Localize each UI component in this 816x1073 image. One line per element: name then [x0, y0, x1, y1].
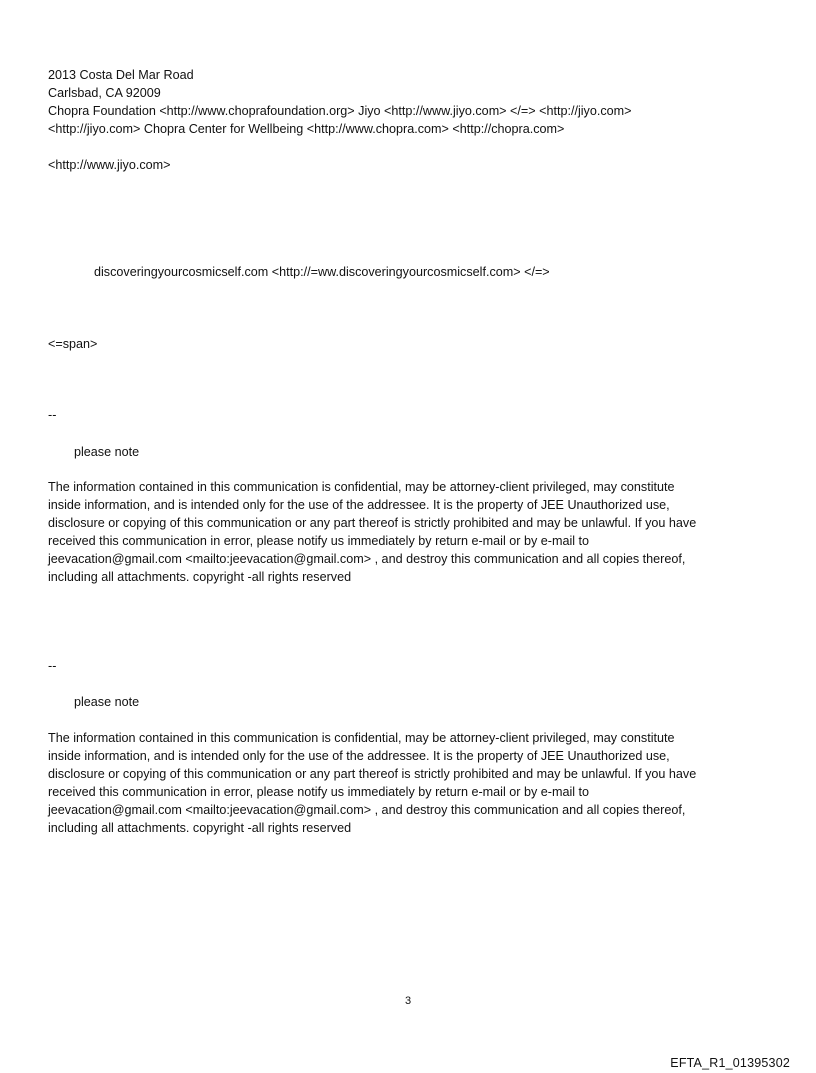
notice-2-separator: --: [48, 659, 57, 673]
address-links-line-2: <http://jiyo.com> Chopra Center for Wellbeing <http://www.chopra.com> <http://chopra.com>: [48, 122, 565, 136]
address-links-line-1: Chopra Foundation <http://www.choprafoundation.org> Jiyo <http://www.jiyo.com> </=> <http://jiyo.com>: [48, 104, 632, 118]
notice-2-line-6: including all attachments. copyright -all rights reserved: [48, 821, 352, 835]
notice-2-line-3: disclosure or copying of this communication or any part thereof is strictly prohibited and may be unlawful. If you have: [48, 767, 697, 781]
notice-2-heading: please note: [74, 695, 140, 709]
notice-1-line-2: inside information, and is intended only for the use of the addressee. It is the property of JEE Unauthorized use,: [48, 498, 670, 512]
notice-1-line-1: The information contained in this communication is confidential, may be attorney-client privileged, may constitute: [48, 480, 675, 494]
notice-2-line-4: received this communication in error, please notify us immediately by return e-mail or by e-mail to: [48, 785, 590, 799]
page-number: 3: [404, 995, 412, 1007]
document-id: EFTA_R1_01395302: [670, 1056, 790, 1070]
notice-1-heading: please note: [74, 445, 140, 459]
cosmic-self-link: discoveringyourcosmicself.com <http://=ww.discoveringyourcosmicself.com> </=>: [94, 265, 550, 279]
notice-2-line-5: jeevacation@gmail.com <mailto:jeevacation@gmail.com> , and destroy this communication and all copies thereof,: [48, 803, 686, 817]
notice-2-line-2: inside information, and is intended only for the use of the addressee. It is the property of JEE Unauthorized use,: [48, 749, 670, 763]
address-city: Carlsbad, CA 92009: [48, 86, 161, 100]
notice-1-separator: --: [48, 408, 57, 422]
notice-1-line-5: jeevacation@gmail.com <mailto:jeevacation@gmail.com> , and destroy this communication and all copies thereof,: [48, 552, 686, 566]
address-street: 2013 Costa Del Mar Road: [48, 68, 194, 82]
notice-1-line-3: disclosure or copying of this communication or any part thereof is strictly prohibited and may be unlawful. If you have: [48, 516, 697, 530]
notice-1-line-4: received this communication in error, please notify us immediately by return e-mail or by e-mail to: [48, 534, 590, 548]
notice-1-line-6: including all attachments. copyright -all rights reserved: [48, 570, 352, 584]
notice-2-line-1: The information contained in this communication is confidential, may be attorney-client privileged, may constitute: [48, 731, 675, 745]
span-tag-text: <=span>: [48, 337, 98, 351]
jiyo-link: <http://www.jiyo.com>: [48, 158, 171, 172]
